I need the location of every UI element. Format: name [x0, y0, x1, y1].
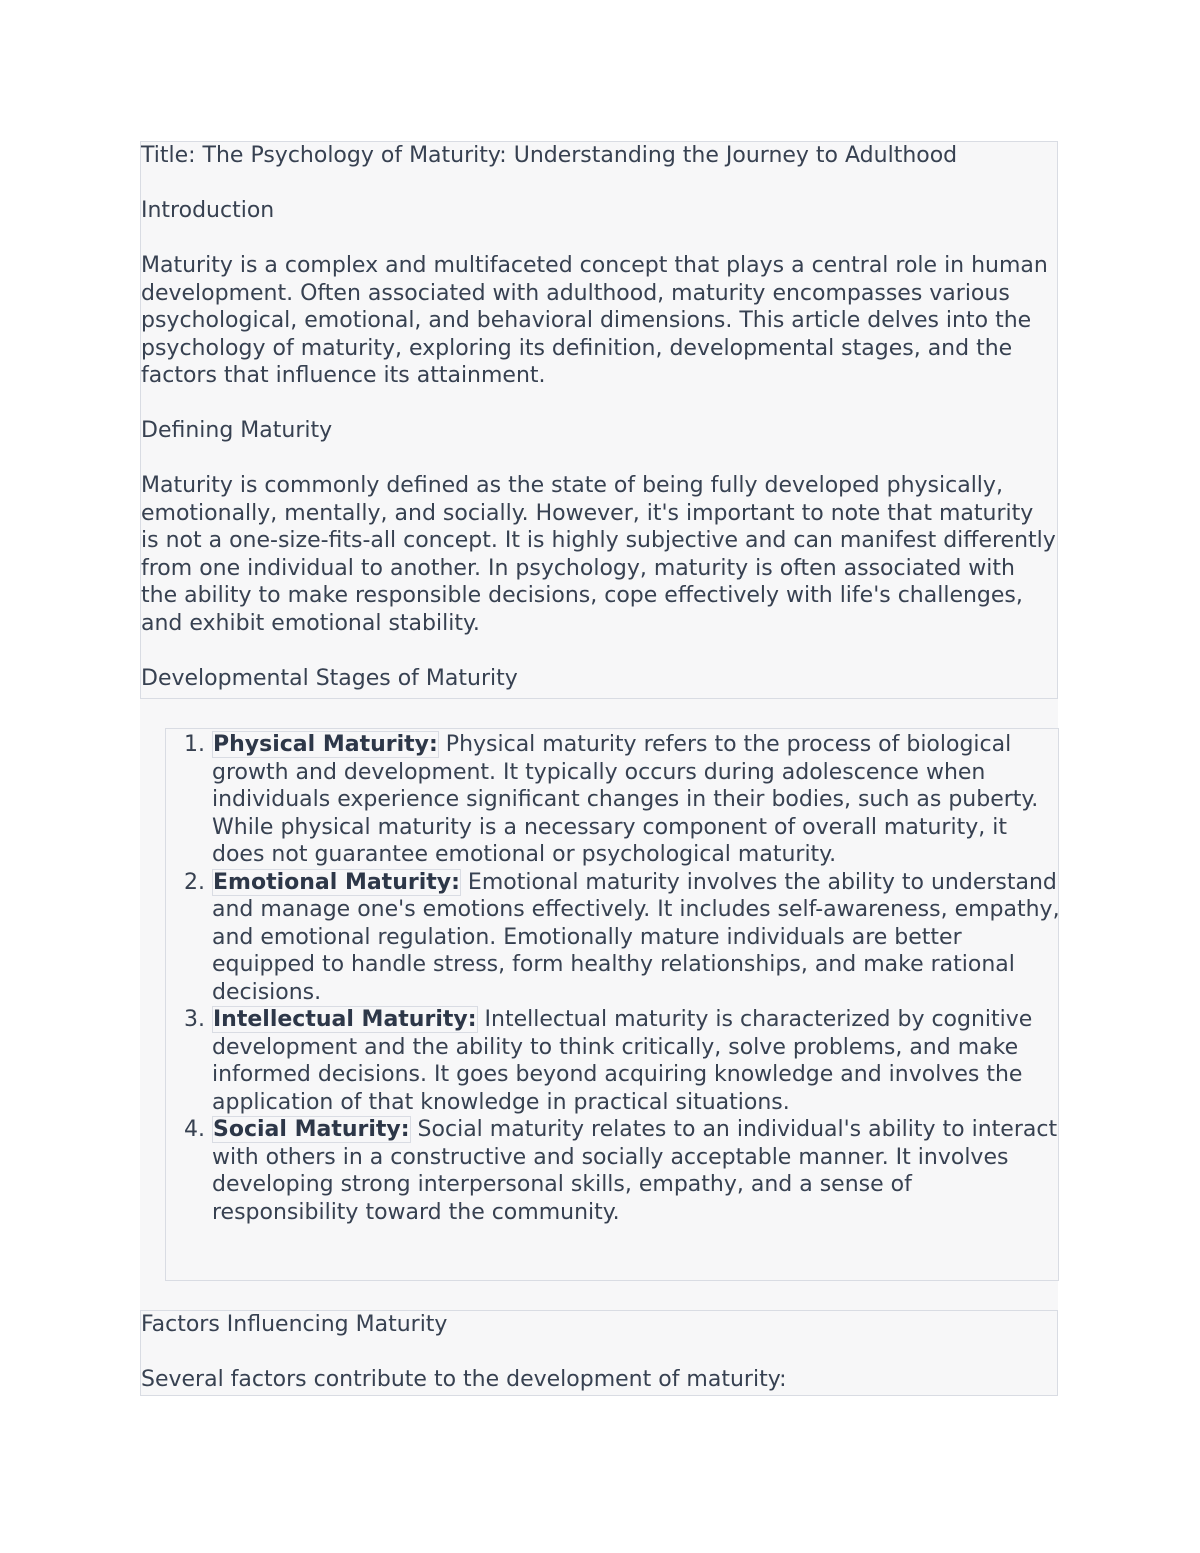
intro-heading: Introduction [141, 198, 275, 223]
article-section-top [140, 141, 1058, 699]
list-item [212, 1116, 1060, 1226]
article-section-bottom [140, 1310, 1058, 1396]
stages-list-box [165, 728, 1059, 1281]
factors-heading: Factors Influencing Maturity [141, 1312, 448, 1337]
stage-description: Social maturity relates to an individual's ability to interact with others in a constructive and socially acceptable manner. It involves developing strong interpersonal skills, empathy, and a sense of responsibility toward the community. [212, 1117, 1058, 1225]
stages-list [166, 731, 1060, 1226]
stage-term: Social Maturity: [213, 1117, 410, 1142]
stage-description: Physical maturity refers to the process of biological growth and development. It typically occurs during adolescence when individuals experience significant changes in their bodies, such as puberty. While physical maturity is a necessary component of overall maturity, it does not guarantee emotional or psychological maturity. [212, 732, 1039, 867]
stage-term: Intellectual Maturity: [213, 1007, 477, 1032]
list-item [212, 731, 1060, 869]
stage-term: Emotional Maturity: [213, 869, 460, 895]
defining-heading: Defining Maturity [141, 418, 333, 443]
stage-description: Intellectual maturity is characterized by cognitive development and the ability to think critically, solve problems, and make informed decisions. It goes beyond acquiring knowledge and involves the application of that knowledge in practical situations. [212, 1007, 1033, 1115]
defining-paragraph: Maturity is commonly defined as the state of being fully developed physically, emotionally, mentally, and socially. However, it's important to note that maturity is not a one-size-fits-all concept. It is highly subjective and can manifest differently from one individual to another. In psychology, maturity is often associated with the ability to make responsible decisions, cope effectively with life's challenges, and exhibit emotional stability. [141, 473, 1056, 636]
stages-list-container [140, 699, 1058, 1310]
list-item [212, 1006, 1060, 1116]
stage-description: Emotional maturity involves the ability to understand and manage one's emotions effectively. It includes self-awareness, empathy, and emotional regulation. Emotionally mature individuals are better equipped to handle stress, form healthy relationships, and make rational decisions. [212, 869, 1060, 1005]
stages-heading: Developmental Stages of Maturity [141, 665, 518, 691]
stage-term: Physical Maturity: [213, 732, 438, 757]
intro-paragraph: Maturity is a complex and multifaceted concept that plays a central role in human development. Often associated with adulthood, maturity encompasses various psychological, emotional, and behavioral dimensions. This article delves into the psychology of maturity, exploring its definition, developmental stages, and the factors that influence its attainment. [141, 253, 1048, 388]
list-item [212, 869, 1060, 1007]
article-title: Title: The Psychology of Maturity: Understanding the Journey to Adulthood [141, 143, 958, 168]
factors-paragraph: Several factors contribute to the development of maturity: [141, 1367, 787, 1392]
